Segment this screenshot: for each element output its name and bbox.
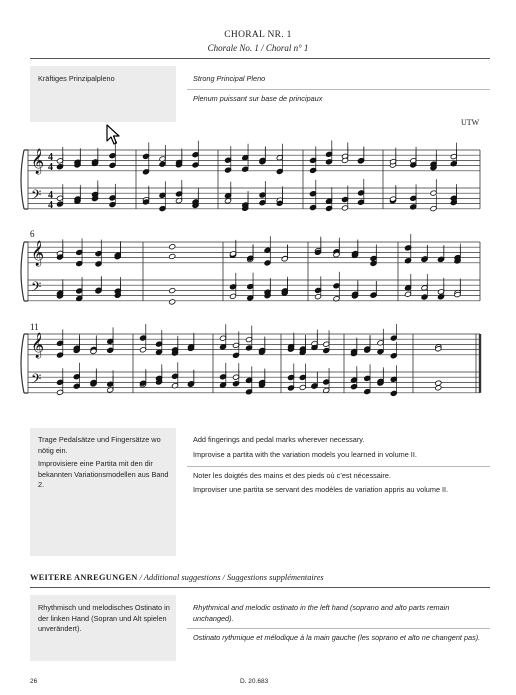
suggestion-fr: Ostinato rythmique et mélodique à la main gauche (les soprano et alto ne changent pas). [193, 633, 481, 642]
registration-fr: Plenum puissant sur base de principaux [193, 94, 323, 103]
suggestion-divider [187, 628, 490, 629]
page-number: 26 [30, 678, 38, 685]
bass-clef-icon: 𝄢 [31, 187, 42, 206]
publisher-code: D. 20.683 [240, 678, 269, 685]
registration-divider [187, 89, 490, 90]
bass-clef-icon: 𝄢 [31, 279, 42, 298]
treble-clef-icon: 𝄞 [31, 333, 45, 358]
instruction-de-1: Trage Pedalsätze und Fingersätze wo nötig ein. [38, 435, 161, 455]
system-brace [21, 150, 28, 209]
registration-de: Kräftiges Prinzipalpleno [38, 74, 115, 83]
registration-en: Strong Principal Pleno [193, 74, 266, 83]
page-title: CHORAL NR. 1 [224, 30, 292, 40]
suggestions-title [30, 573, 324, 582]
treble-clef-icon: 𝄞 [31, 241, 45, 266]
note-head [169, 287, 176, 293]
suggestions-title-de: WEITERE ANREGUNGEN [30, 573, 138, 582]
suggestion-de: Rhythmisch und melodisches Ostinato in der linken Hand (Sopran und Alt spielen unverändert). [38, 603, 170, 633]
measure-number-11: 11 [30, 322, 39, 332]
instruction-en-2: Improvise a partita with the variation models you learned in volume II. [193, 450, 417, 459]
note-head [169, 244, 176, 250]
instructions-divider [187, 466, 490, 467]
title-divider [30, 58, 490, 59]
time-signature: 4 [48, 162, 53, 173]
treble-clef-icon: 𝄞 [31, 149, 45, 174]
system-brace [21, 242, 28, 301]
system-brace [21, 334, 28, 393]
note-head [435, 380, 442, 386]
bass-clef-icon: 𝄢 [31, 371, 42, 390]
suggestions-title-rest: / Additional suggestions / Suggestions supplémentaires [137, 573, 324, 582]
time-signature: 4 [48, 200, 53, 211]
instruction-fr-2: Improviser une partita se servant des modèles de variation appris au volume II. [193, 485, 449, 494]
instruction-de-2: Improvisiere eine Partita mit den dir bekannten Variationsmodellen aus Band 2. [38, 459, 169, 489]
music-score [18, 112, 508, 412]
time-signature: 4 [48, 152, 53, 163]
note-head [169, 299, 176, 305]
measure-number-6: 6 [30, 229, 35, 239]
suggestion-en: Rhythmical and melodic ostinato in the left hand (soprano and alto parts remain unchanged). [193, 603, 450, 623]
instruction-fr-1: Noter les doigtés des mains et des pieds où c’est nécessaire. [193, 471, 391, 480]
page-subtitle: Chorale No. 1 / Choral n° 1 [207, 43, 309, 53]
time-signature: 4 [48, 190, 53, 201]
suggestions-divider [30, 587, 490, 588]
instruction-en-1: Add fingerings and pedal marks wherever necessary. [193, 435, 365, 444]
note-head [169, 253, 176, 259]
composer-mark: UTW [461, 118, 480, 127]
